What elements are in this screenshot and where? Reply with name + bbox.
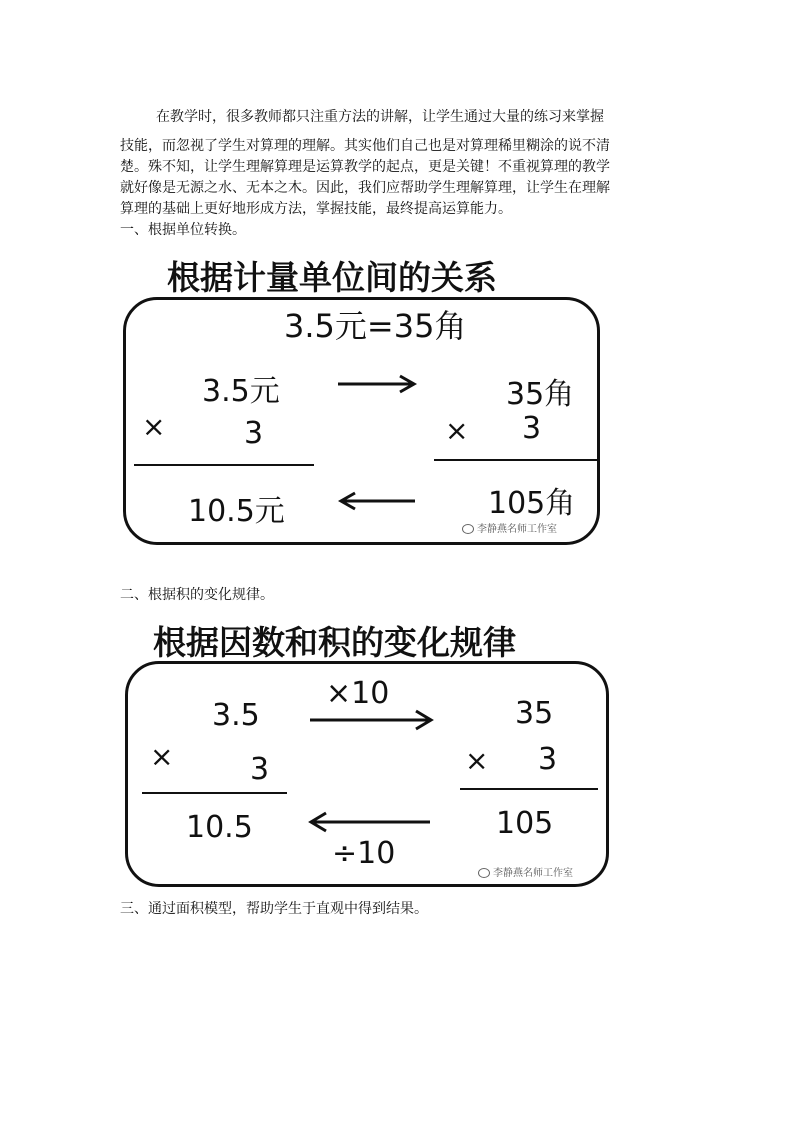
figure2-right-top: 35	[515, 696, 554, 731]
figure1-right-result: 105角	[488, 486, 576, 521]
figure1-right-top: 35角	[506, 377, 575, 412]
figure1-left-mult: 3	[244, 416, 264, 451]
intro-line-5: 算理的基础上更好地形成方法，掌握技能，最终提高运算能力。	[120, 201, 512, 217]
figure2-right-times: ×	[465, 744, 489, 777]
arrow-left-icon	[337, 490, 417, 512]
figure2-right-mult: 3	[538, 742, 558, 777]
figure1-right-mult: 3	[522, 411, 542, 446]
section1-heading: 一、根据单位转换。	[120, 222, 246, 238]
figure2-watermark	[478, 864, 573, 879]
arrow-right-icon	[308, 708, 434, 732]
arrow-right-icon	[336, 373, 418, 395]
intro-line-4: 就好像是无源之水、无本之木。因此，我们应帮助学生理解算理，让学生在理解	[120, 180, 610, 196]
figure2-left-times: ×	[150, 740, 174, 773]
figure1-watermark	[462, 520, 557, 535]
section3-heading: 三、通过面积模型，帮助学生于直观中得到结果。	[120, 901, 428, 917]
figure1-title: 根据计量单位间的关系	[167, 258, 497, 297]
figure2-left-result: 10.5	[186, 810, 253, 845]
figure1-watermark-text: 李静燕名师工作室	[477, 524, 557, 535]
figure2-left-rule	[142, 792, 287, 794]
figure2-right-result: 105	[496, 806, 554, 841]
wechat-icon	[478, 868, 490, 878]
figure1-left-times: ×	[142, 410, 166, 443]
figure2-left-mult: 3	[250, 752, 270, 787]
figure1-left-rule	[134, 464, 314, 466]
intro-line-2: 技能，而忽视了学生对算理的理解。其实他们自己也是对算理稀里糊涂的说不清	[120, 138, 610, 154]
wechat-icon	[462, 524, 474, 534]
figure2-arrow-bottom-label: ÷10	[332, 836, 396, 871]
figure1-right-rule	[434, 459, 597, 461]
section2-heading: 二、根据积的变化规律。	[120, 587, 274, 603]
intro-line-3: 楚。殊不知，让学生理解算理是运算教学的起点，更是关键！不重视算理的教学	[120, 159, 610, 175]
arrow-left-icon	[308, 810, 432, 834]
figure2-watermark-text: 李静燕名师工作室	[493, 868, 573, 879]
figure1-right-times: ×	[445, 414, 469, 447]
figure1-equation: 3.5元=35角	[284, 307, 467, 345]
figure2-right-rule	[460, 788, 598, 790]
figure2-title: 根据因数和积的变化规律	[153, 623, 516, 662]
figure1-left-result: 10.5元	[188, 494, 285, 529]
figure1-left-top: 3.5元	[202, 374, 280, 409]
figure2-left-top: 3.5	[212, 698, 260, 733]
intro-line-1: 在教学时，很多教师都只注重方法的讲解，让学生通过大量的练习来掌握	[156, 109, 604, 125]
figure2-arrow-top-label: ×10	[326, 676, 390, 711]
